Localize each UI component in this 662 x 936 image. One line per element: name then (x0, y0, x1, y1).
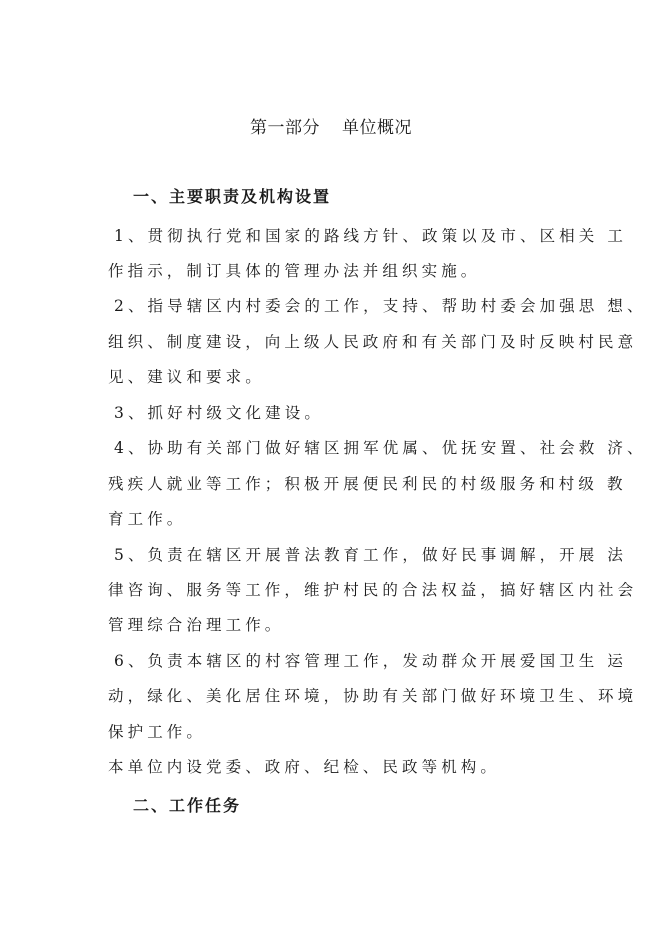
item-1-line-2: 作指示，制订具体的管理办法并组织实施。 (108, 262, 481, 280)
item-5-line-3: 管理综合治理工作。 (108, 616, 285, 634)
item-6-line-2: 动，绿化、美化居住环境，协助有关部门做好环境卫生、环境 (108, 687, 638, 705)
item-2-line-2: 组织、制度建设，向上级人民政府和有关部门及时反映村民意 (108, 333, 638, 351)
item-6-line-3: 保护工作。 (108, 723, 207, 741)
page-title (0, 113, 662, 138)
item-2-line-1: 2、指导辖区内村委会的工作，支持、帮助村委会加强思 想、 (114, 297, 647, 315)
item-1-line-1: 1、贯彻执行党和国家的路线方针、政策以及市、区相关 工 (114, 227, 627, 245)
item-4-line-2: 残疾人就业等工作；积极开展便民利民的村级服务和村级 教 (108, 475, 627, 493)
item-5-line-2: 律咨询、服务等工作，维护村民的合法权益，搞好辖区内社会 (108, 581, 638, 599)
section-heading-1: 一、主要职责及机构设置 (133, 187, 332, 206)
title-name: 单位概况 (342, 118, 412, 138)
section-heading-2: 二、工作任务 (133, 796, 242, 815)
item-6-line-1: 6、负责本辖区的村容管理工作，发动群众开展爱国卫生 运 (114, 652, 627, 670)
item-4-line-1: 4、协助有关部门做好辖区拥军优属、优抚安置、社会救 济、 (114, 439, 647, 457)
item-5-line-1: 5、负责在辖区开展普法教育工作，做好民事调解，开展 法 (114, 546, 627, 564)
institutions-line: 本单位内设党委、政府、纪检、民政等机构。 (108, 758, 501, 776)
item-4-line-3: 育工作。 (108, 510, 187, 528)
item-2-line-3: 见、建议和要求。 (108, 368, 265, 386)
item-3-line-1: 3、抓好村级文化建设。 (114, 404, 324, 422)
title-part: 第一部分 (250, 118, 320, 138)
